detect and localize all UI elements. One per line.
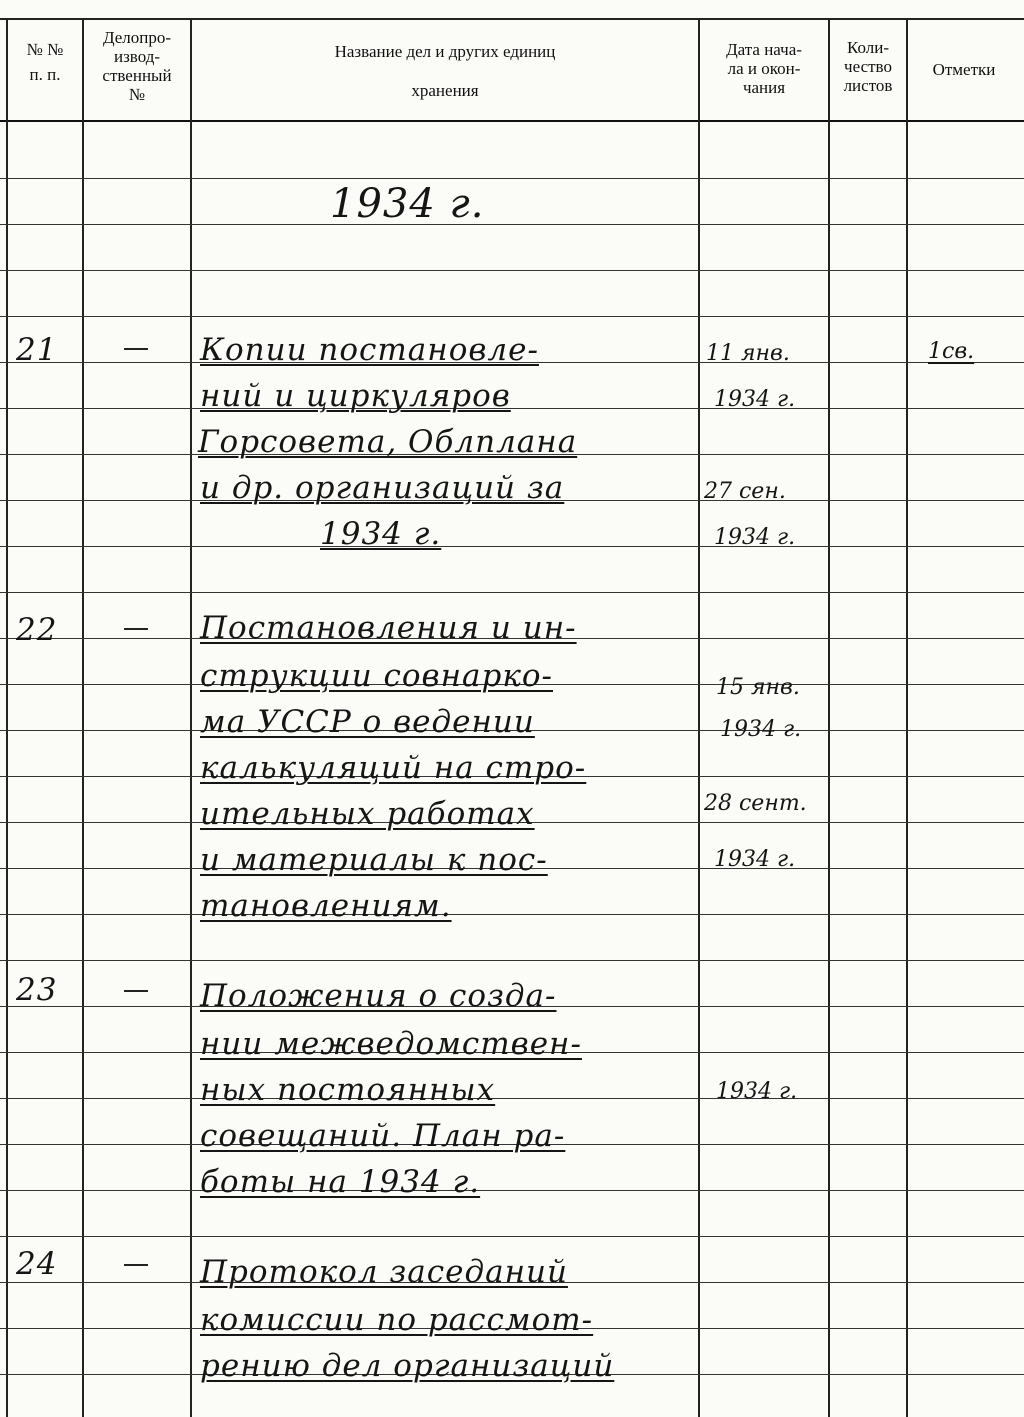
entry-title-line: ний и циркуляров xyxy=(200,378,511,414)
entry-title-line: струкции совнарко- xyxy=(200,658,553,694)
entry-title-line: ма УССР о ведении xyxy=(200,704,535,740)
header-num: № № п. п. xyxy=(26,40,64,84)
entry-delo-dash xyxy=(124,990,148,992)
entry-notes: 1св. xyxy=(928,339,975,364)
entry-date-line: 27 сен. xyxy=(704,479,786,504)
entry-title-line: калькуляций на стро- xyxy=(200,750,587,786)
ruled-line xyxy=(0,224,1024,225)
ruled-line xyxy=(0,178,1024,179)
ruled-line xyxy=(0,546,1024,547)
entry-number: 24 xyxy=(16,1246,58,1282)
entry-title-line: боты на 1934 г. xyxy=(200,1164,481,1200)
header-bottom-rule xyxy=(0,120,1024,122)
entry-date-line: 1934 г. xyxy=(714,387,796,412)
entry-date-line: 1934 г. xyxy=(714,847,796,872)
entry-title-line: и др. организаций за xyxy=(200,470,565,506)
column-divider xyxy=(190,18,192,1417)
header-date: Дата нача- ла и окон- чания xyxy=(726,40,802,97)
ruled-line xyxy=(0,914,1024,915)
entry-date-line: 15 янв. xyxy=(716,675,800,700)
entry-title-line: совещаний. План ра- xyxy=(200,1118,566,1154)
entry-title-line: Копии постановле- xyxy=(200,332,539,368)
entry-delo-dash xyxy=(124,1264,148,1266)
entry-date-line: 11 янв. xyxy=(706,341,790,366)
entry-title-line: ительных работах xyxy=(200,796,535,832)
entry-title-line: Положения о созда- xyxy=(200,978,557,1014)
entry-number: 21 xyxy=(16,332,58,368)
entry-title-line: рению дел организаций xyxy=(200,1348,615,1384)
entry-date-line: 28 сент. xyxy=(704,791,807,816)
entry-date-line: 1934 г. xyxy=(716,1079,798,1104)
ruled-line xyxy=(0,408,1024,409)
header-title: Название дел и других единиц хранения xyxy=(334,42,556,100)
column-divider xyxy=(828,18,830,1417)
ruled-line xyxy=(0,316,1024,317)
year-heading: 1934 г. xyxy=(330,181,485,227)
entry-number: 23 xyxy=(16,972,58,1008)
entry-date-line: 1934 г. xyxy=(714,525,796,550)
column-divider xyxy=(82,18,84,1417)
entry-date-line: 1934 г. xyxy=(720,717,802,742)
entry-title-line: и материалы к пос- xyxy=(200,842,548,878)
column-divider xyxy=(906,18,908,1417)
entry-title-line: Постановления и ин- xyxy=(200,610,577,646)
column-divider xyxy=(698,18,700,1417)
ruled-line xyxy=(0,592,1024,593)
entry-title-line: ных постоянных xyxy=(200,1072,496,1108)
header-notes: Отметки xyxy=(932,60,996,79)
entry-title-line: Горсовета, Облплана xyxy=(198,424,578,460)
entry-number: 22 xyxy=(16,612,58,648)
ruled-line xyxy=(0,270,1024,271)
entry-title-line: нии межведомствен- xyxy=(200,1026,582,1062)
ruled-line xyxy=(0,1098,1024,1099)
entry-title-line: тановлениям. xyxy=(200,888,452,924)
ruled-line xyxy=(0,960,1024,961)
ruled-line xyxy=(0,1236,1024,1237)
ruled-line xyxy=(0,1190,1024,1191)
table-top-rule xyxy=(0,18,1024,20)
header-count: Коли- чество листов xyxy=(843,38,893,95)
header-delo: Делопро- извод- ственный № xyxy=(102,28,172,104)
entry-title-line: 1934 г. xyxy=(320,516,442,552)
entry-delo-dash xyxy=(124,348,148,350)
entry-title-line: Протокол заседаний xyxy=(200,1254,568,1290)
column-divider xyxy=(6,18,8,1417)
entry-title-line: комиссии по рассмот- xyxy=(200,1302,594,1338)
entry-delo-dash xyxy=(124,628,148,630)
